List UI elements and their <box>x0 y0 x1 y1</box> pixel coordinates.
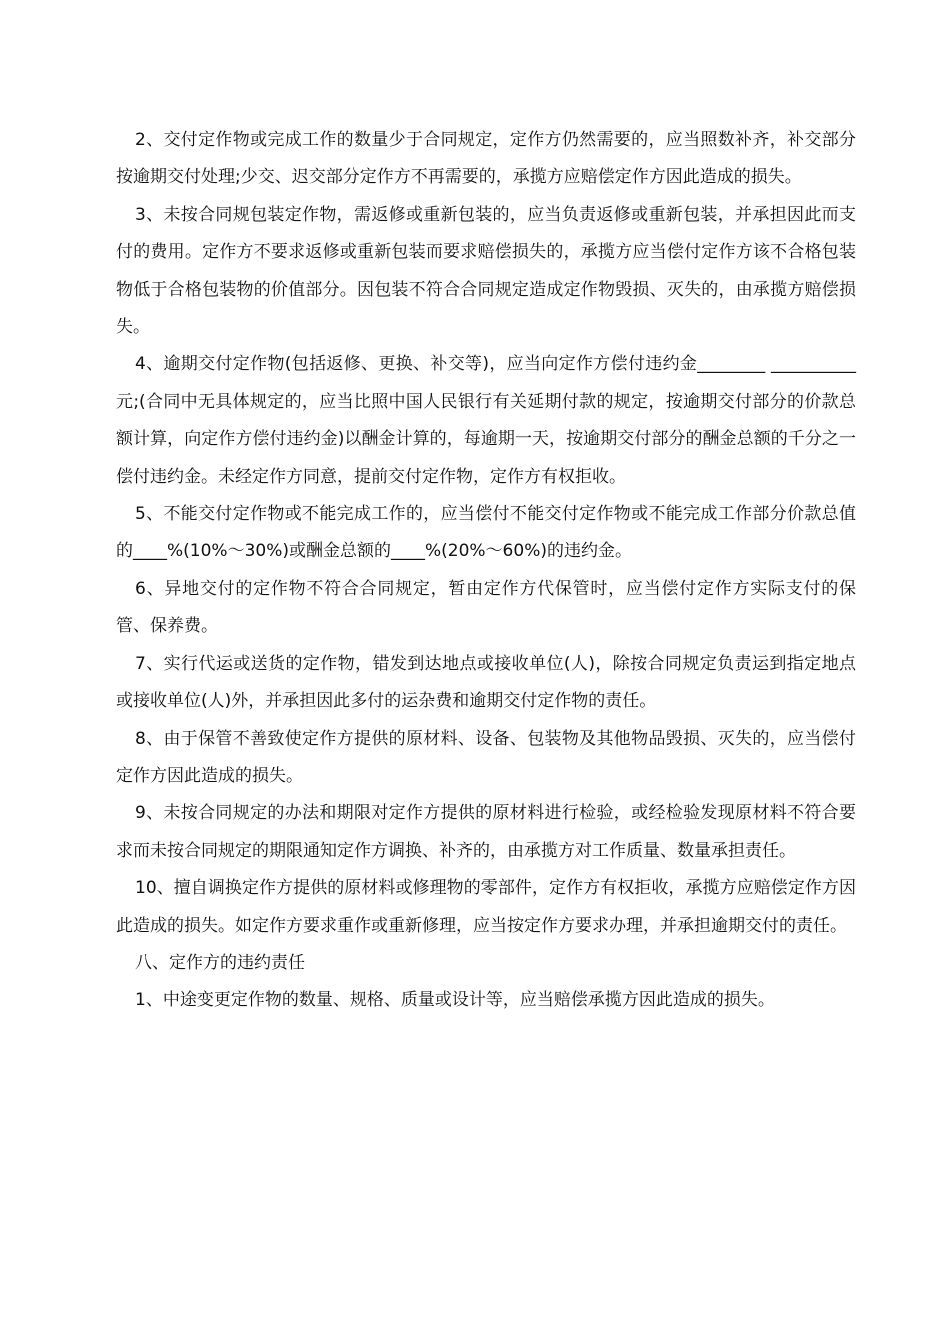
clause-1-midway-change: 1、中途变更定作物的数量、规格、质量或设计等，应当赔偿承揽方因此造成的损失。 <box>135 990 775 1011</box>
clause-4-late-delivery: 4、逾期交付定作物(包括返修、更换、补交等)，应当向定作方偿付违约金________ __________元;(合同中无具体规定的，应当比照中国人民银行有关延期付款的规定，按逾期交付部分的价款总额计算，向定作方偿付违约金)以酬金计算的，每逾期一天，按逾期交付部分的酬金总额的千分之一偿付违约金。未经定作方同意，提前交付定作物，定作方有权拒收。 <box>116 354 856 487</box>
clause-2-quantity-shortfall: 2、交付定作物或完成工作的数量少于合同规定，定作方仍然需要的，应当照数补齐，补交部分按逾期交付处理;少交、迟交部分定作方不再需要的，承揽方应赔偿定作方因此造成的损失。 <box>116 130 856 188</box>
clause-7-misdelivery: 7、实行代运或送货的定作物，错发到达地点或接收单位(人)，除按合同规定负责运到指定地点或接收单位(人)外，并承担因此多付的运杂费和逾期交付定作物的责任。 <box>116 653 856 712</box>
clause-5-non-delivery: 5、不能交付定作物或不能完成工作的，应当偿付不能交付定作物或不能完成工作部分价款总值的____%(10%～30%)或酬金总额的____%(20%～60%)的违约金。 <box>116 504 856 562</box>
document-page <box>116 122 856 1020</box>
section-heading-commissioner-liability: 八、定作方的违约责任 <box>135 952 305 973</box>
clause-10-unauthorized-swap: 10、擅自调换定作方提供的原材料或修理物的零部件，定作方有权拒收，承揽方应赔偿定作方因此造成的损失。如定作方要求重作或重新修理，应当按定作方要求办理，并承担逾期交付的责任。 <box>116 878 856 936</box>
clause-9-inspection: 9、未按合同规定的办法和期限对定作方提供的原材料进行检验，或经检验发现原材料不符合要求而未按合同规定的期限通知定作方调换、补齐的，由承揽方对工作质量、数量承担责任。 <box>116 803 856 861</box>
clause-3-packaging: 3、未按合同规包装定作物，需返修或重新包装的，应当负责返修或重新包装，并承担因此而支付的费用。定作方不要求返修或重新包装而要求赔偿损失的，承揽方应当偿付定作方该不合格包装物低于合格包装物的价值部分。因包装不符合合同规定造成定作物毁损、灭失的，由承揽方赔偿损失。 <box>116 204 856 338</box>
clause-6-remote-delivery: 6、异地交付的定作物不符合合同规定，暂由定作方代保管时，应当偿付定作方实际支付的保管、保养费。 <box>116 578 856 637</box>
clause-8-storage-damage: 8、由于保管不善致使定作方提供的原材料、设备、包装物及其他物品毁损、灭失的，应当偿付定作方因此造成的损失。 <box>116 728 856 786</box>
